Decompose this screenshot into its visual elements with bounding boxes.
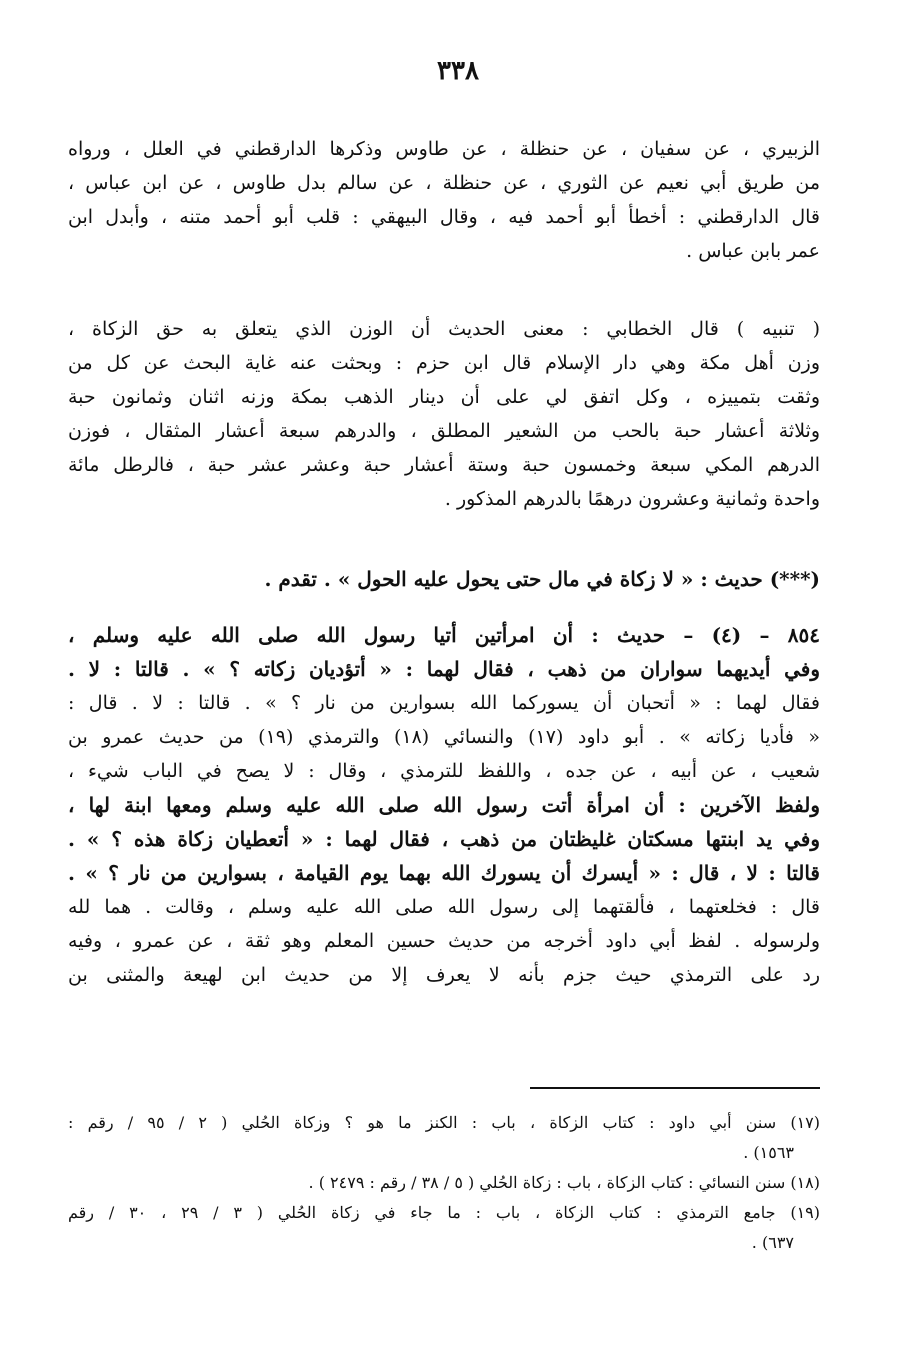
footnote-19: (١٩) جامع الترمذي : كتاب الزكاة ، باب : ما جاء في زكاة الحُلي ( ٣ / ٢٩ ، ٣٠ / رقم bbox=[68, 1203, 820, 1222]
text-line: قال : فخلعتهما ، فألقتهما إلى رسول الله صلى الله عليه وسلم ، وقالت . هما لله bbox=[68, 896, 820, 918]
paragraph-isnad-continuation bbox=[68, 132, 820, 268]
text-line: ولرسوله . لفظ أبي داود أخرجه من حديث حسين المعلم وهو ثقة ، عن عمرو ، وفيه bbox=[68, 930, 820, 952]
page-number: ٣٣٨ bbox=[437, 56, 479, 86]
text-line: قالتا : لا ، قال : « أيسرك أن يسورك الله بهما يوم القيامة ، بسوارين من نار ؟ » . bbox=[68, 861, 820, 885]
footnote-19-continuation: ٦٣٧) . bbox=[751, 1233, 794, 1252]
text-line: وفي أيديهما سواران من ذهب ، فقال لهما : « أتؤديان زكاته ؟ » . قالتا : لا . bbox=[68, 657, 820, 681]
hadith-854 bbox=[68, 618, 820, 992]
footnote-divider bbox=[530, 1087, 820, 1089]
footnote-17: (١٧) سنن أبي داود : كتاب الزكاة ، باب : الكنز ما هو ؟ وزكاة الحُلي ( ٢ / ٩٥ / رقم : bbox=[68, 1113, 820, 1132]
hadith-note-line: (***) حديث : « لا زكاة في مال حتى يحول عليه الحول » . تقدم . bbox=[264, 567, 820, 591]
text-line: شعيب ، عن أبيه ، عن جده ، واللفظ للترمذي ، وقال : لا يصح في الباب شيء ، bbox=[68, 760, 820, 782]
text-line: « فأديا زكاته » . أبو داود (١٧) والنسائي (١٨) والترمذي (١٩) من حديث عمرو بن bbox=[68, 726, 820, 748]
footnotes bbox=[68, 1108, 820, 1258]
text-line: من طريق أبي نعيم عن الثوري ، عن حنظلة ، عن سالم بدل طاوس ، عن ابن عباس ، bbox=[68, 172, 820, 194]
paragraph-tanbih bbox=[68, 312, 820, 516]
text-line: رد على الترمذي حيث جزم بأنه لا يعرف إلا من حديث ابن لهيعة والمثنى بن bbox=[68, 964, 820, 986]
text-line: عمر بابن عباس . bbox=[686, 240, 820, 262]
text-line: واحدة وثمانية وعشرون درهمًا بالدرهم المذكور . bbox=[444, 488, 820, 510]
text-line: قال الدارقطني : أخطأ أبو أحمد فيه ، وقال البيهقي : قلب أبو أحمد متنه ، وأبدل ابن bbox=[68, 206, 820, 228]
text-line: وزن أهل مكة وهي دار الإسلام قال ابن حزم : وبحثت عنه غاية البحث عن كل من bbox=[68, 352, 820, 374]
text-line: الدرهم المكي سبعة وخمسون حبة وستة أعشار حبة وعشر عشر حبة ، فالرطل مائة bbox=[68, 454, 820, 476]
text-line: ( تنبيه ) قال الخطابي : معنى الحديث أن الوزن الذي يتعلق به حق الزكاة ، bbox=[68, 318, 820, 340]
hadith-note bbox=[68, 562, 820, 596]
text-line: وثقت بتمييزه ، وكل اتفق لي على أن دينار الذهب بمكة وزنه اثنان وثمانون حبة bbox=[68, 386, 820, 408]
text-line: وثلاثة أعشار حبة بالحب من الشعير المطلق ، والدرهم سبعة أعشار المثقال ، فوزن bbox=[68, 420, 820, 442]
text-line: الزبيري ، عن سفيان ، عن حنظلة ، عن طاوس وذكرها الدارقطني في العلل ، ورواه bbox=[68, 138, 820, 160]
text-line: ولفظ الآخرين : أن امرأة أتت رسول الله صلى الله عليه وسلم ومعها ابنة لها ، bbox=[68, 793, 820, 817]
hadith-heading-line: ٨٥٤ – (٤) – حديث : أن امرأتين أتيا رسول الله صلى الله عليه وسلم ، bbox=[68, 623, 820, 647]
text-line: فقال لهما : « أتحبان أن يسوركما الله بسوارين من نار ؟ » . قالتا : لا . قال : bbox=[68, 692, 820, 714]
footnote-18: (١٨) سنن النسائي : كتاب الزكاة ، باب : زكاة الحُلي ( ٥ / ٣٨ / رقم : ٢٤٧٩ ) . bbox=[308, 1173, 820, 1192]
text-line: وفي يد ابنتها مسكتان غليظتان من ذهب ، فقال لهما : « أتعطيان زكاة هذه ؟ » . bbox=[68, 827, 820, 851]
footnote-17-continuation: ١٥٦٣) . bbox=[743, 1143, 794, 1162]
